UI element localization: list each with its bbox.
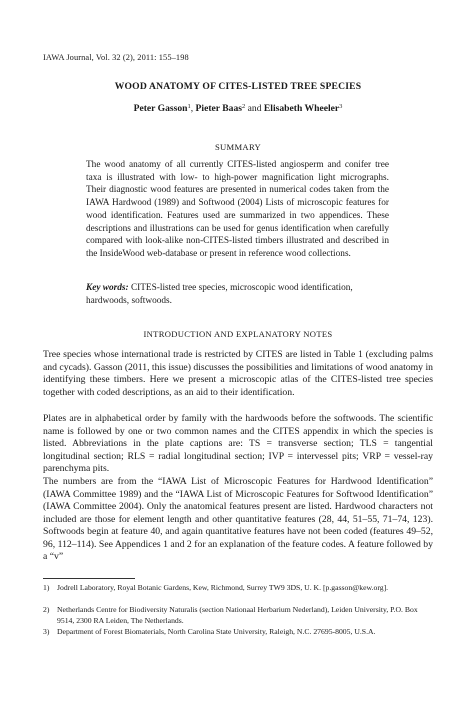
keywords-label: Key words:	[86, 283, 129, 293]
author-name: Pieter Baas	[195, 103, 242, 114]
footnote-number: 1)	[43, 583, 50, 592]
body-paragraph: The numbers are from the “IAWA List of Microscopic Features for Hardwood Identification” (IAWA Committee 1989) and the “IAWA List of Microscopic Features for Softwood Identification” (IAWA Committee 2004). Only the anatomical features present are listed. Hardwood characters not included are those for element length and other quantitative features (28, 44, 51–55, 71–74, 123). Softwoods begin at feature 40, and again quantitative features have not been coded (features 49–52, 96, 112–114). See Appendices 1 and 2 for an explanation of the feature codes. A feature followed by a “v”	[43, 476, 433, 562]
body-paragraph: Plates are in alphabetical order by family with the hardwoods before the softwoods. The scientific name is followed by one or two common names and the CITES appendix in which the species is listed. Abbreviations in the plate captions are: TS = transverse section; TLS = tangential longitudinal section; RLS = radial longitudinal section; IVP = intervessel pits; VRP = vessel-ray parenchyma pits.	[43, 413, 433, 474]
footnote-text: Netherlands Centre for Biodiversity Naturalis (section Nationaal Herbarium Nederland), Leiden University, P.O. Box 9514, 2300 RA Leiden, The Netherlands.	[57, 605, 418, 625]
footnote-number: 3)	[43, 627, 50, 636]
intro-heading: INTRODUCTION AND EXPLANATORY NOTES	[143, 329, 333, 339]
keywords	[86, 282, 389, 307]
body-paragraph: Tree species whose international trade is restricted by CITES are listed in Table 1 (excluding palms and cycads). Gasson (2011, this issue) discusses the possibilities and limitations of wood anatomy in identifying these timbers. Here we present a microscopic atlas of the CITES-listed tree species together with coded descriptions, as an aid to their identification.	[43, 349, 433, 398]
author-name: Elisabeth Wheeler	[263, 103, 340, 114]
footnote-text: Jodrell Laboratory, Royal Botanic Gardens, Kew, Richmond, Surrey TW9 3DS, U. K. [p.gasson@kew.org].	[57, 583, 389, 592]
article-title: WOOD ANATOMY OF CITES-LISTED TREE SPECIES	[114, 81, 362, 92]
footnote	[43, 582, 433, 593]
author-name: Peter Gasson	[133, 103, 188, 114]
summary-heading: SUMMARY	[214, 142, 262, 152]
keywords-text: CITES-listed tree species, microscopic wood identification, hardwoods, softwoods.	[86, 283, 353, 306]
author-separator: ,	[190, 103, 196, 114]
footnote-text: Department of Forest Biomaterials, North Carolina State University, Raleigh, N.C. 27695-8005, U.S.A.	[57, 627, 376, 636]
footnote	[43, 604, 433, 626]
footnote-divider	[43, 578, 135, 579]
author-affiliation-mark: 3	[339, 103, 343, 110]
author-affiliation-mark: 1	[187, 103, 191, 110]
author-affiliation-mark: 2	[242, 103, 246, 110]
journal-citation: IAWA Journal, Vol. 32 (2), 2011: 155–198	[43, 53, 189, 62]
footnote-number: 2)	[43, 605, 50, 614]
summary-text: The wood anatomy of all currently CITES-listed angiosperm and conifer tree taxa is illustrated with low- to high-power magnification light micrographs. Their diagnostic wood features are presented in numerical codes taken from the IAWA Hardwood (1989) and Softwood (2004) Lists of microscopic features for wood identification. Features used are summarized in two appendices. These descriptions and illustrations can be used for genus identification when carefully compared with look-alike non-CITES-listed timbers illustrated and described in the InsideWood web-database or present in reference wood collections.	[86, 160, 389, 259]
footnote	[43, 626, 433, 637]
author-list	[43, 103, 433, 114]
author-separator: and	[245, 103, 264, 114]
